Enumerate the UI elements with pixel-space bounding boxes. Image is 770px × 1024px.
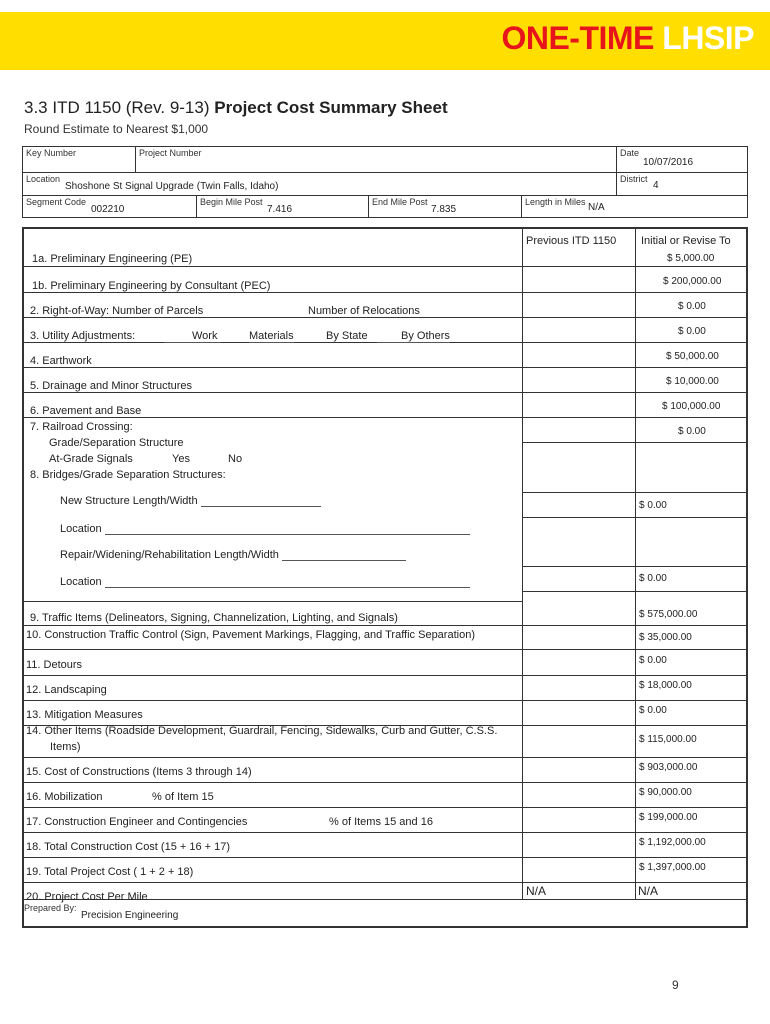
- item-2-label: 2. Right-of-Way: Number of Parcels: [30, 305, 204, 317]
- item-16-label: 16. Mobilization: [26, 791, 103, 803]
- item-15-label: 15. Cost of Constructions (Items 3 through 14): [26, 766, 252, 778]
- item-8-label: 8. Bridges/Grade Separation Structures:: [30, 469, 226, 481]
- end-mile-post-label: End Mile Post: [372, 197, 428, 207]
- location-value: Shoshone St Signal Upgrade (Twin Falls, Idaho): [65, 181, 279, 192]
- item-6-amount: $ 100,000.00: [662, 401, 721, 412]
- item-17-amount: $ 199,000.00: [639, 812, 698, 823]
- item-7-at-grade-signals: At-Grade Signals: [49, 453, 133, 465]
- item-9-amount: $ 575,000.00: [639, 609, 698, 620]
- cost-summary-table: [22, 227, 748, 928]
- item-8-location-1: Location: [60, 523, 470, 535]
- item-4-amount: $ 50,000.00: [666, 351, 719, 362]
- item-3-label: 3. Utility Adjustments:: [30, 330, 136, 342]
- item-5-amount: $ 10,000.00: [666, 376, 719, 387]
- item-11-amount: $ 0.00: [639, 655, 667, 666]
- item-16-percent-label: % of Item 15: [152, 791, 214, 803]
- item-19-amount: $ 1,397,000.00: [639, 862, 706, 873]
- column-divider: [522, 229, 523, 899]
- banner-title: ONE-TIME LHSIP: [501, 20, 754, 56]
- district-label: District: [620, 174, 648, 184]
- item-7-grade-separation: Grade/Separation Structure: [49, 437, 184, 449]
- item-1a-label: 1a. Preliminary Engineering (PE): [32, 253, 193, 265]
- item-4-label: 4. Earthwork: [30, 355, 92, 367]
- page-number: 9: [672, 978, 679, 992]
- item-10-amount: $ 35,000.00: [639, 632, 692, 643]
- item-3-by-state: By State: [326, 330, 368, 342]
- item-7-amount: $ 0.00: [678, 426, 706, 437]
- item-8-new-amount: $ 0.00: [639, 500, 667, 511]
- header-row-segment: [22, 195, 748, 218]
- item-3-by-others: By Others: [377, 330, 450, 343]
- item-16-amount: $ 90,000.00: [639, 787, 692, 798]
- item-20-label: 20. Project Cost Per Mile: [26, 891, 148, 903]
- header-row-keys: [22, 146, 748, 173]
- item-9-label: 9. Traffic Items (Delineators, Signing, Channelization, Lighting, and Signals): [30, 612, 398, 624]
- segment-code-value: 002210: [91, 204, 125, 215]
- item-15-amount: $ 903,000.00: [639, 762, 698, 773]
- item-7-yes: Yes: [172, 453, 190, 465]
- previous-column-header: Previous ITD 1150: [526, 235, 617, 247]
- item-8-repair: Repair/Widening/Rehabilitation Length/Width: [60, 549, 406, 561]
- item-8-new-structure: New Structure Length/Width: [60, 495, 321, 507]
- item-8-repair-amount: $ 0.00: [639, 573, 667, 584]
- item-13-label: 13. Mitigation Measures: [26, 709, 143, 721]
- item-17-percent-label: % of Items 15 and 16: [329, 816, 433, 828]
- item-2-relocations-label: Number of Relocations: [308, 305, 420, 317]
- item-18-amount: $ 1,192,000.00: [639, 837, 706, 848]
- item-5-label: 5. Drainage and Minor Structures: [30, 380, 193, 392]
- location-label: Location: [26, 174, 61, 184]
- item-1b-label: 1b. Preliminary Engineering by Consultant (PEC): [32, 280, 271, 292]
- item-19-label: 19. Total Project Cost ( 1 + 2 + 18): [26, 866, 194, 878]
- prepared-by-value: Precision Engineering: [81, 910, 179, 921]
- end-mile-post-value: 7.835: [431, 204, 457, 215]
- date-label: Date: [620, 148, 640, 158]
- item-7-label: 7. Railroad Crossing:: [30, 421, 133, 433]
- document-title: 3.3 ITD 1150 (Rev. 9-13) Project Cost Summary Sheet: [24, 98, 448, 117]
- item-12-amount: $ 18,000.00: [639, 680, 692, 691]
- document-subtitle: Round Estimate to Nearest $1,000: [24, 122, 209, 136]
- key-number-label: Key Number: [26, 148, 77, 158]
- item-18-label: 18. Total Construction Cost (15 + 16 + 17): [26, 841, 231, 853]
- prepared-by-label: Prepared By:: [24, 903, 77, 913]
- item-14-amount: $ 115,000.00: [639, 734, 697, 745]
- item-3-amount: $ 0.00: [678, 326, 706, 337]
- segment-code-label: Segment Code: [26, 197, 87, 207]
- length-in-miles-value: N/A: [588, 202, 605, 213]
- item-8-location-2: Location: [60, 576, 470, 588]
- header-row-location: [22, 172, 748, 196]
- item-12-label: 12. Landscaping: [26, 684, 107, 696]
- begin-mile-post-value: 7.416: [267, 204, 293, 215]
- item-2-amount: $ 0.00: [678, 301, 706, 312]
- item-1a-amount: $ 5,000.00: [667, 253, 715, 264]
- column-divider: [635, 229, 636, 899]
- length-in-miles-label: Length in Miles: [525, 197, 586, 207]
- item-3-work: Work: [164, 330, 221, 343]
- item-3-materials: Materials: [249, 330, 294, 342]
- begin-mile-post-label: Begin Mile Post: [200, 197, 263, 207]
- header-banner: [0, 12, 770, 70]
- initial-column-header: Initial or Revise To: [641, 235, 731, 247]
- district-value: 4: [653, 180, 659, 191]
- item-13-amount: $ 0.00: [639, 705, 667, 716]
- item-1b-amount: $ 200,000.00: [663, 276, 722, 287]
- item-14-label: 14. Other Items (Roadside Development, Guardrail, Fencing, Sidewalks, Curb and Gutter, C.S.S.: [26, 725, 498, 737]
- item-11-label: 11. Detours: [26, 659, 83, 671]
- project-number-label: Project Number: [139, 148, 202, 158]
- item-20-previous: N/A: [526, 884, 547, 898]
- item-14-label-cont: Items): [50, 741, 81, 753]
- item-10-label: 10. Construction Traffic Control (Sign, Pavement Markings, Flagging, and Traffic Separation): [26, 629, 475, 641]
- item-20-amount: N/A: [638, 884, 659, 898]
- item-7-no: No: [228, 453, 243, 465]
- item-17-label: 17. Construction Engineer and Contingencies: [26, 816, 248, 828]
- date-value: 10/07/2016: [643, 157, 694, 168]
- item-6-label: 6. Pavement and Base: [30, 405, 142, 417]
